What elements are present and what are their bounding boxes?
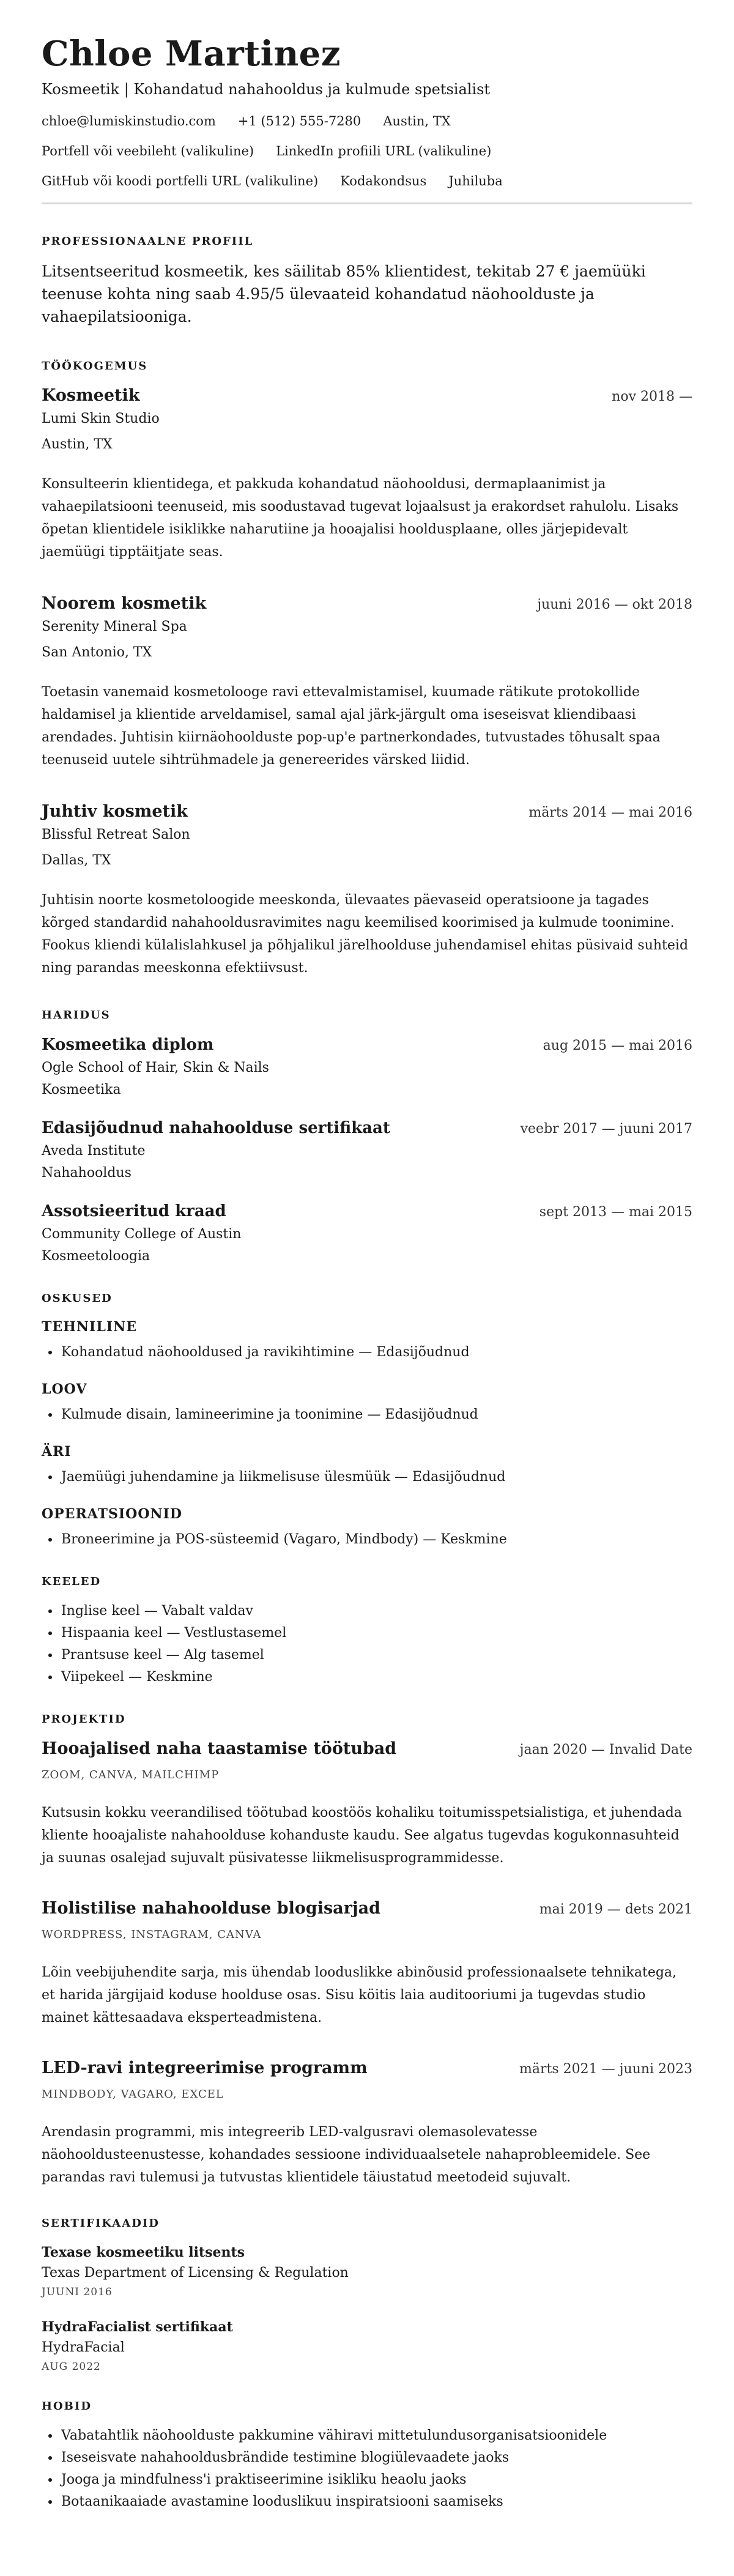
job-dates: nov 2018 — <box>612 389 692 404</box>
certification-date: AUG 2022 <box>42 2361 101 2373</box>
job-description: Konsulteerin klientidega, et pakkuda kohandatud näohooldusi, dermaplaanimist ja vahaepilatsiooni teenuseid, mis soodustavad tugevat lojaalsust ja erakordset rahulolu. Lisaks õpetan klientidele isiklikke naharutiine ja hooajalisi hooldusplaane, olles järjepidevalt jaemüügi tipptäitjate seas. <box>42 477 679 560</box>
certification-name: HydraFacialist sertifikaat <box>42 2319 233 2335</box>
profile-heading: PROFESSIONAALNE PROFIIL <box>42 235 254 248</box>
study-field: Kosmeetoloogia <box>42 1249 150 1264</box>
education-heading: HARIDUS <box>42 1009 111 1022</box>
project-entry <box>42 1898 692 2029</box>
language-item: • Inglise keel — Vabalt valdav <box>60 1600 692 1622</box>
contact-row-1 <box>42 113 692 130</box>
resume-header <box>42 34 692 190</box>
skill-item: • Kulmude disain, lamineerimine ja toonimine — Edasijõudnud <box>60 1404 692 1426</box>
contact-phone[interactable]: +1 (512) 555-7280 <box>237 114 361 128</box>
job-dates: märts 2014 — mai 2016 <box>528 805 692 820</box>
project-dates: mai 2019 — dets 2021 <box>539 1902 692 1917</box>
contact-location: Austin, TX <box>383 114 451 128</box>
project-description: Arendasin programmi, mis integreerib LED-valgusravi olemasolevatesse näohooldusteenustesse, kohandades sessioone individuaalsetele nahaprobleemidele. See parandas ravi tulemusi ja tutvustas klientidele täiustatud meetodeid sujuvalt. <box>42 2125 651 2185</box>
job-title: Juhtiv kosmetik <box>42 802 188 821</box>
experience-entry <box>42 593 692 771</box>
language-item: • Viipekeel — Keskmine <box>60 1666 692 1688</box>
projects-section <box>42 1713 692 2189</box>
degree-dates: sept 2013 — mai 2015 <box>539 1204 692 1220</box>
skills-heading: OSKUSED <box>42 1292 113 1305</box>
certification-entry <box>42 2317 692 2375</box>
skill-group <box>42 1442 692 1488</box>
school-name: Community College of Austin <box>42 1227 242 1242</box>
project-name: Hooajalised naha taastamise töötubad <box>42 1739 397 1758</box>
skill-item: • Kohandatud näohooldused ja ravikihtimine — Edasijõudnud <box>60 1342 692 1364</box>
project-tools: MINDBODY, VAGARO, EXCEL <box>42 2088 224 2101</box>
languages-section <box>42 1575 692 1688</box>
school-name: Aveda Institute <box>42 1143 146 1159</box>
education-entry <box>42 1034 692 1101</box>
project-description: Lõin veebijuhendite sarja, mis ühendab looduslikke abinõusid professionaalsete tehnikatega, et harida järgijaid koduse hoolduse osas. Sisu köitis laia auditooriumi ja tugevdas studio mainet kättesaadava eksperteadmistena. <box>42 1965 677 2025</box>
project-entry <box>42 2057 692 2189</box>
candidate-tagline: Kosmeetik | Kohandatud nahahooldus ja kulmude spetsialist <box>42 81 491 98</box>
project-dates: märts 2021 — juuni 2023 <box>519 2062 692 2077</box>
skill-item: • Broneerimine ja POS-süsteemid (Vagaro, Mindbody) — Keskmine <box>60 1529 692 1551</box>
certification-entry <box>42 2242 692 2301</box>
contact-github[interactable]: GitHub või koodi portfelli URL (valikuline) <box>42 174 319 188</box>
skill-category: OPERATSIOONID <box>42 1506 182 1522</box>
skill-group <box>42 1317 692 1364</box>
contact-row-2 <box>42 143 692 160</box>
project-tools: WORDPRESS, INSTAGRAM, CANVA <box>42 1928 262 1941</box>
degree-title: Edasijõudnud nahahoolduse sertifikaat <box>42 1119 390 1137</box>
header-divider <box>42 202 692 204</box>
project-description: Kutsusin kokku veerandilised töötubad koostöös kohaliku toitumisspetsialistiga, et juhendada kliente hooajaliste nahahoolduse kohanduste kaudu. See algatus tugevdas kogukonnasuhteid ja suunas osalejad sujuvalt püsivatesse liikmelisusprogrammidesse. <box>42 1805 682 1866</box>
education-entry <box>42 1117 692 1184</box>
certifications-heading: SERTIFIKAADID <box>42 2217 160 2230</box>
experience-entry <box>42 801 692 979</box>
education-section <box>42 1009 692 1268</box>
project-tools: ZOOM, CANVA, MAILCHIMP <box>42 1769 220 1781</box>
job-location: Austin, TX <box>42 437 113 452</box>
language-item: • Hispaania keel — Vestlustasemel <box>60 1622 692 1644</box>
candidate-name: Chloe Martinez <box>42 34 341 74</box>
skills-section <box>42 1292 692 1551</box>
education-entry <box>42 1200 692 1268</box>
degree-title: Assotsieeritud kraad <box>42 1202 226 1220</box>
contact-portfolio[interactable]: Portfell või veebileht (valikuline) <box>42 144 254 158</box>
study-field: Kosmeetika <box>42 1082 121 1097</box>
job-description: Juhtisin noorte kosmetoloogide meeskonda, ülevaates päevaseid operatsioone ja tagades kõrged standardid nahahooldusravimites nagu keemilised koorimised ja kulmude toonimine. Fookus kliendi külalislahkusel ja põhjalikul järelhoolduse juhendamisel ehitas püsivaid suhteid ning parandas meeskonna efektiivsust. <box>42 893 689 976</box>
degree-dates: veebr 2017 — juuni 2017 <box>520 1121 692 1137</box>
job-title: Kosmeetik <box>42 386 140 405</box>
contact-driving-license: Juhiluba <box>448 174 503 188</box>
job-dates: juuni 2016 — okt 2018 <box>537 597 692 612</box>
study-field: Nahahooldus <box>42 1165 132 1181</box>
contact-email[interactable]: chloe@lumiskinstudio.com <box>42 114 216 128</box>
hobbies-heading: HOBID <box>42 2400 92 2413</box>
certification-issuer: Texas Department of Licensing & Regulation <box>42 2265 349 2281</box>
certification-date: JUUNI 2016 <box>42 2286 113 2298</box>
job-title: Noorem kosmetik <box>42 594 207 613</box>
contact-citizenship: Kodakondsus <box>340 174 427 188</box>
contact-row-3 <box>42 173 692 190</box>
project-name: Holistilise nahahoolduse blogisarjad <box>42 1899 381 1918</box>
hobby-item: • Botaanikaaiade avastamine looduslikuu inspiratsiooni saamiseks <box>60 2491 692 2513</box>
project-dates: jaan 2020 — Invalid Date <box>519 1742 692 1758</box>
language-item: • Prantsuse keel — Alg tasemel <box>60 1644 692 1666</box>
job-company: Blissful Retreat Salon <box>42 827 190 842</box>
job-company: Lumi Skin Studio <box>42 411 160 426</box>
skill-category: ÄRI <box>42 1444 72 1460</box>
hobby-item: • Jooga ja mindfulness'i praktiseerimine isikliku heaolu jaoks <box>60 2469 692 2491</box>
certification-issuer: HydraFacial <box>42 2340 125 2355</box>
experience-section <box>42 360 692 979</box>
job-company: Serenity Mineral Spa <box>42 619 187 634</box>
profile-section <box>42 235 692 328</box>
hobbies-section <box>42 2400 692 2513</box>
projects-heading: PROJEKTID <box>42 1713 126 1726</box>
experience-entry <box>42 385 692 563</box>
skill-group <box>42 1504 692 1551</box>
hobby-item: • Vabatahtlik näohoolduste pakkumine vähiravi mittetulundusorganisatsioonidele <box>60 2425 692 2447</box>
project-entry <box>42 1738 692 1869</box>
profile-text: Litsentseeritud kosmeetik, kes säilitab 85% klientidest, tekitab 27 € jaemüüki teenuse kohta ning saab 4.95/5 ülevaateid kohandatud näohoolduste ja vahaepilatsiooniga. <box>42 262 646 325</box>
job-description: Toetasin vanemaid kosmetolooge ravi ettevalmistamisel, kuumade rätikute protokollide haldamisel ja klientide arveldamisel, samal ajal järk-järgult oma iseseisvat kliendibaasi arendades. Juhtisin kiirnäohoolduste pop-up'e partnerkondades, tutvustades tõhusalt spaa teenuseid uutele sihtrühmadele ja genereerides värsked liidid. <box>42 685 661 768</box>
job-location: San Antonio, TX <box>42 645 152 660</box>
certifications-section <box>42 2217 692 2375</box>
school-name: Ogle School of Hair, Skin & Nails <box>42 1060 269 1075</box>
skill-group <box>42 1379 692 1426</box>
experience-heading: TÖÖKOGEMUS <box>42 360 148 373</box>
skill-item: • Jaemüügi juhendamine ja liikmelisuse ülesmüük — Edasijõudnud <box>60 1466 692 1488</box>
skill-category: LOOV <box>42 1381 87 1397</box>
degree-dates: aug 2015 — mai 2016 <box>543 1038 692 1053</box>
hobby-item: • Iseseisvate nahahooldusbrändide testimine blogiülevaadete jaoks <box>60 2447 692 2469</box>
certification-name: Texase kosmeetiku litsents <box>42 2244 245 2260</box>
languages-heading: KEELED <box>42 1575 102 1588</box>
skill-category: TEHNILINE <box>42 1319 137 1335</box>
project-name: LED-ravi integreerimise programm <box>42 2058 368 2077</box>
degree-title: Kosmeetika diplom <box>42 1036 214 1054</box>
contact-linkedin[interactable]: LinkedIn profiili URL (valikuline) <box>276 144 492 158</box>
job-location: Dallas, TX <box>42 853 111 868</box>
